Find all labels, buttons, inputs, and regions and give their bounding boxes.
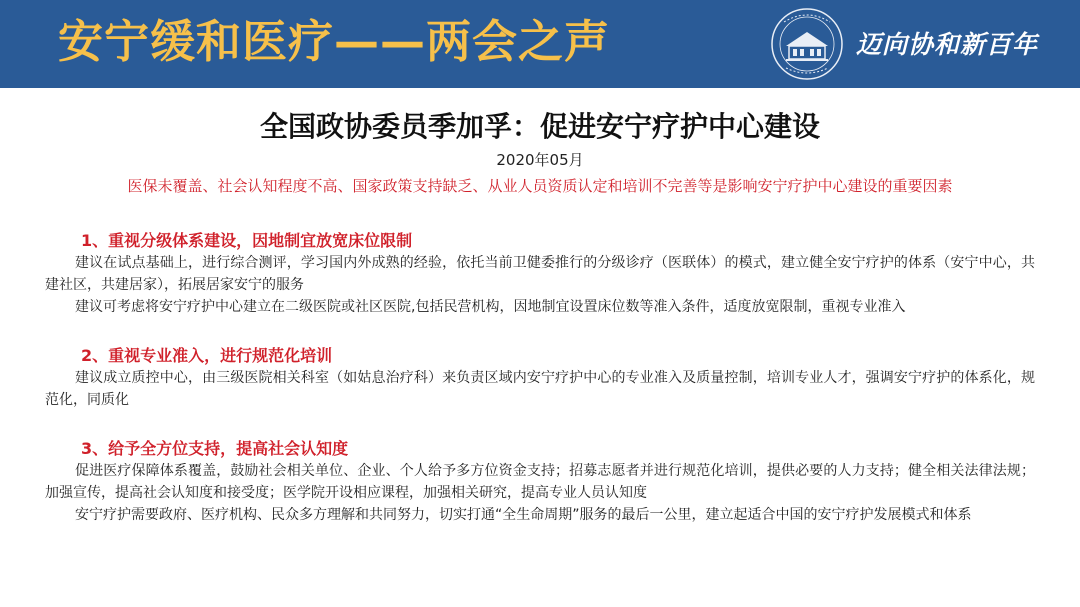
article-date: 2020年05月: [496, 151, 584, 169]
section-heading: 2、重视专业准入，进行规范化培训: [81, 346, 333, 365]
section-heading: 1、重视分级体系建设，因地制宜放宽床位限制: [81, 231, 413, 250]
header-title: 安宁缓和医疗——两会之声: [58, 15, 611, 68]
header-slogan: 迈向协和新百年: [856, 30, 1039, 59]
header-banner: [0, 0, 1080, 88]
section-paragraph: 安宁疗护需要政府、医疗机构、民众多方理解和共同努力，切实打通“全生命周期”服务的最后一公里，建立起适合中国的安宁疗护发展模式和体系: [75, 507, 972, 523]
section-heading: 3、给予全方位支持，提高社会认知度: [81, 439, 349, 458]
section-paragraph: 促进医疗保障体系覆盖，鼓励社会相关单位、企业、个人给予多方位资金支持；招募志愿者并进行规范化培训，提供必要的人力支持；健全相关法律法规；加强宣传，提高社会认知度和接受度；医学院开设相应课程，加强相关研究，提高专业人员认知度: [45, 463, 1035, 501]
section-paragraph: 建议在试点基础上，进行综合测评，学习国内外成熟的经验，依托当前卫健委推行的分级诊疗（医联体）的模式，建立健全安宁疗护的体系（安宁中心，共建社区，共建居家），拓展居家安宁的服务: [45, 255, 1035, 293]
section-2: [45, 345, 1035, 411]
section-3: [45, 438, 1035, 526]
article-title: 全国政协委员季加孚：促进安宁疗护中心建设: [259, 110, 820, 143]
section-paragraph: 建议成立质控中心，由三级医院相关科室（如姑息治疗科）来负责区域内安宁疗护中心的专业准入及质量控制，培训专业人才，强调安宁疗护的体系化，规范化，同质化: [45, 370, 1035, 408]
section-1: [45, 230, 1035, 318]
article-summary: 医保未覆盖、社会认知程度不高、国家政策支持缺乏、从业人员资质认定和培训不完善等是影响安宁疗护中心建设的重要因素: [127, 177, 953, 195]
section-paragraph: 建议可考虑将安宁疗护中心建立在二级医院或社区医院,包括民营机构，因地制宜设置床位数等准入条件，适度放宽限制，重视专业准入: [75, 299, 906, 315]
pumch-building-seal-icon: [770, 6, 844, 82]
